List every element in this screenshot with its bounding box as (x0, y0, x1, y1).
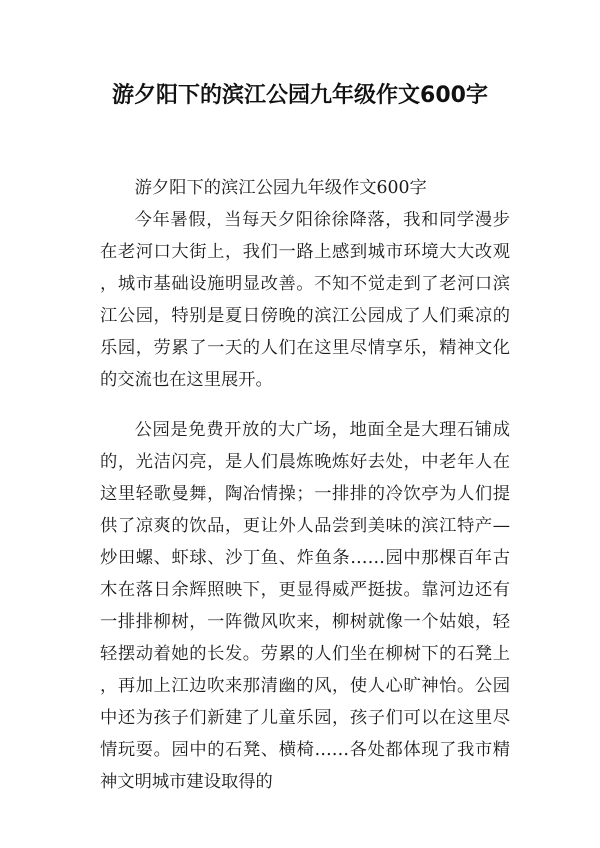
document-body (100, 172, 510, 798)
document-title: 游夕阳下的滨江公园九年级作文600字 (112, 83, 488, 108)
document-subtitle: 游夕阳下的滨江公园九年级作文600字 (134, 178, 427, 198)
paragraph-2: 公园是免费开放的大广场，地面全是大理石铺成的，光洁闪亮，是人们晨炼晚炼好去处，中老年人在这里轻歌曼舞，陶冶情操；一排排的冷饮亭为人们提供了凉爽的饮品，更让外人品尝到美味的滨江特产—炒田螺、虾球、沙丁鱼、炸鱼条……园中那棵百年古木在落日余辉照映下，更显得威严挺拔。靠河边还有一排排柳树，一阵微风吹来，柳树就像一个姑娘，轻轻摆动着她的长发。劳累的人们坐在柳树下的石凳上，再加上江边吹来那清幽的风，使人心旷神怡。公园中还为孩子们新建了儿童乐园，孩子们可以在这里尽情玩耍。园中的石凳、横椅……各处都体现了我市精神文明城市建设取得的 (100, 420, 510, 792)
paragraph-1: 今年暑假，当每天夕阳徐徐降落，我和同学漫步在老河口大街上，我们一路上感到城市环境大大改观，城市基础设施明显改善。不知不觉走到了老河口滨江公园，特别是夏日傍晚的滨江公园成了人们乘凉的乐园，劳累了一天的人们在这里尽情享乐，精神文化的交流也在这里展开。 (100, 210, 510, 390)
